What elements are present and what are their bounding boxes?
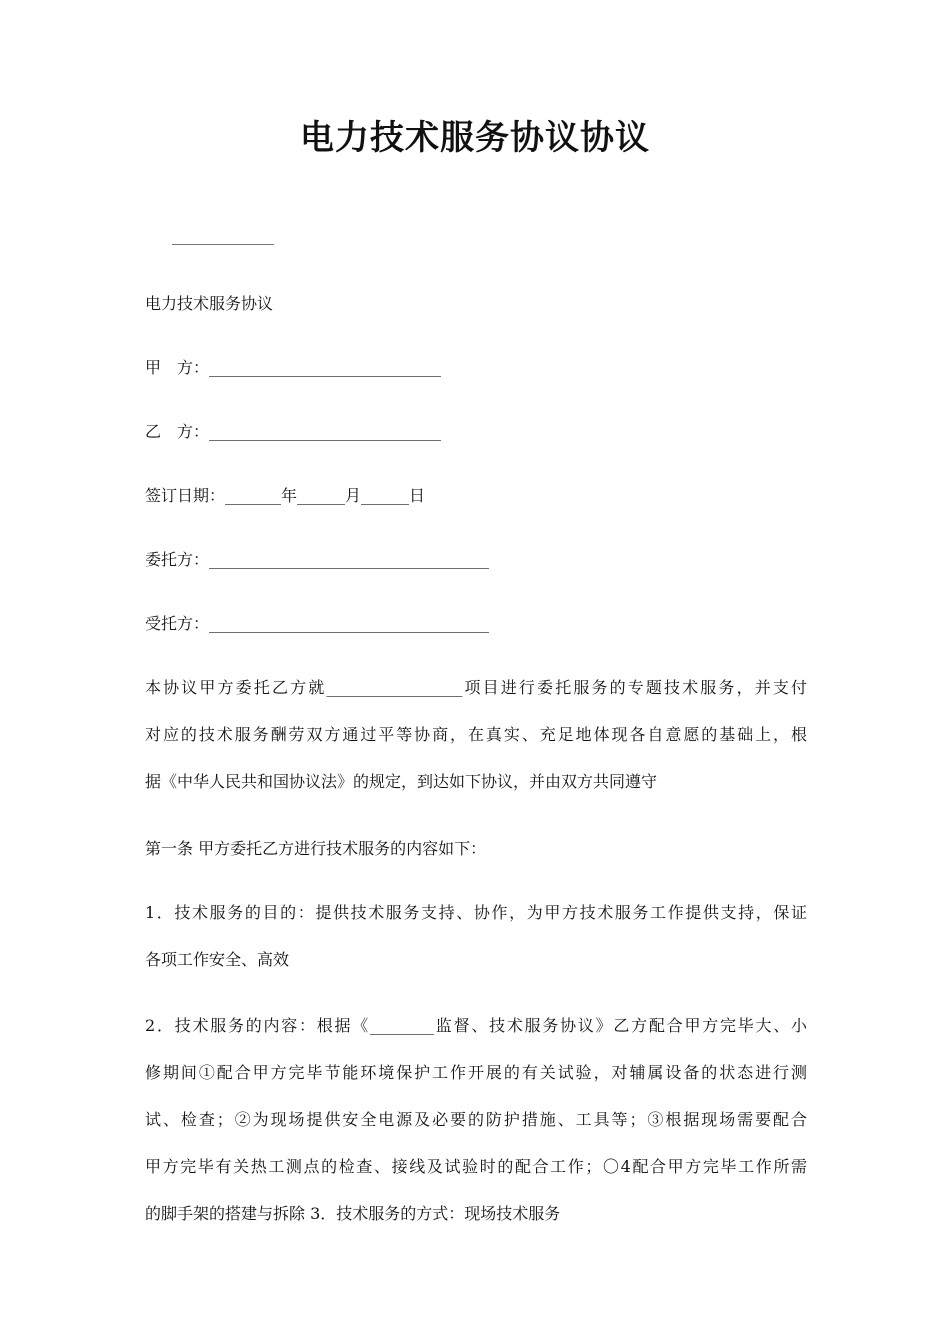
- header-rule: [172, 244, 274, 245]
- paragraph-line: 2．技术服务的内容：根据《________监督、技术服务协议》乙方配合甲方完毕大、小: [145, 1016, 807, 1035]
- paragraph-line: 的脚手架的搭建与拆除 3．技术服务的方式：现场技术服务: [145, 1204, 561, 1223]
- sign-date-field: 签订日期：_______年______月______日: [145, 486, 426, 505]
- item-2-paragraph: [145, 1015, 807, 1250]
- document-title: 电力技术服务协议协议: [300, 118, 650, 158]
- preamble-paragraph: [145, 677, 807, 818]
- party-b-field: 乙 方：_____________________________: [145, 422, 442, 441]
- paragraph-line: 试、检查；②为现场提供安全电源及必要的防护措施、工具等；③根据现场需要配合: [145, 1110, 807, 1129]
- paragraph-line: 对应的技术服务酬劳双方通过平等协商，在真实、充足地体现各自意愿的基础上，根: [145, 725, 807, 744]
- trustee-field: 受托方：___________________________________: [145, 614, 490, 633]
- paragraph-line: 1．技术服务的目的：提供技术服务支持、协作，为甲方技术服务工作提供支持，保证: [145, 903, 807, 922]
- paragraph-line: 据《中华人民共和国协议法》的规定，到达如下协议，并由双方共同遵守: [145, 772, 658, 791]
- party-a-field: 甲 方：_____________________________: [145, 358, 442, 377]
- paragraph-line: 甲方完毕有关热工测点的检查、接线及试验时的配合工作；〇4配合甲方完毕工作所需: [145, 1157, 807, 1176]
- article-1-heading: 第一条 甲方委托乙方进行技术服务的内容如下：: [145, 839, 487, 858]
- item-1-paragraph: [145, 902, 807, 996]
- paragraph-line: 本协议甲方委托乙方就_________________项目进行委托服务的专题技术服务，并支付: [145, 678, 807, 697]
- paragraph-line: 修期间①配合甲方完毕节能环境保护工作开展的有关试验，对辅属设备的状态进行测: [145, 1063, 807, 1082]
- paragraph-line: 各项工作安全、高效: [145, 950, 290, 969]
- agreement-subtitle: 电力技术服务协议: [145, 294, 274, 313]
- client-field: 委托方：___________________________________: [145, 550, 490, 569]
